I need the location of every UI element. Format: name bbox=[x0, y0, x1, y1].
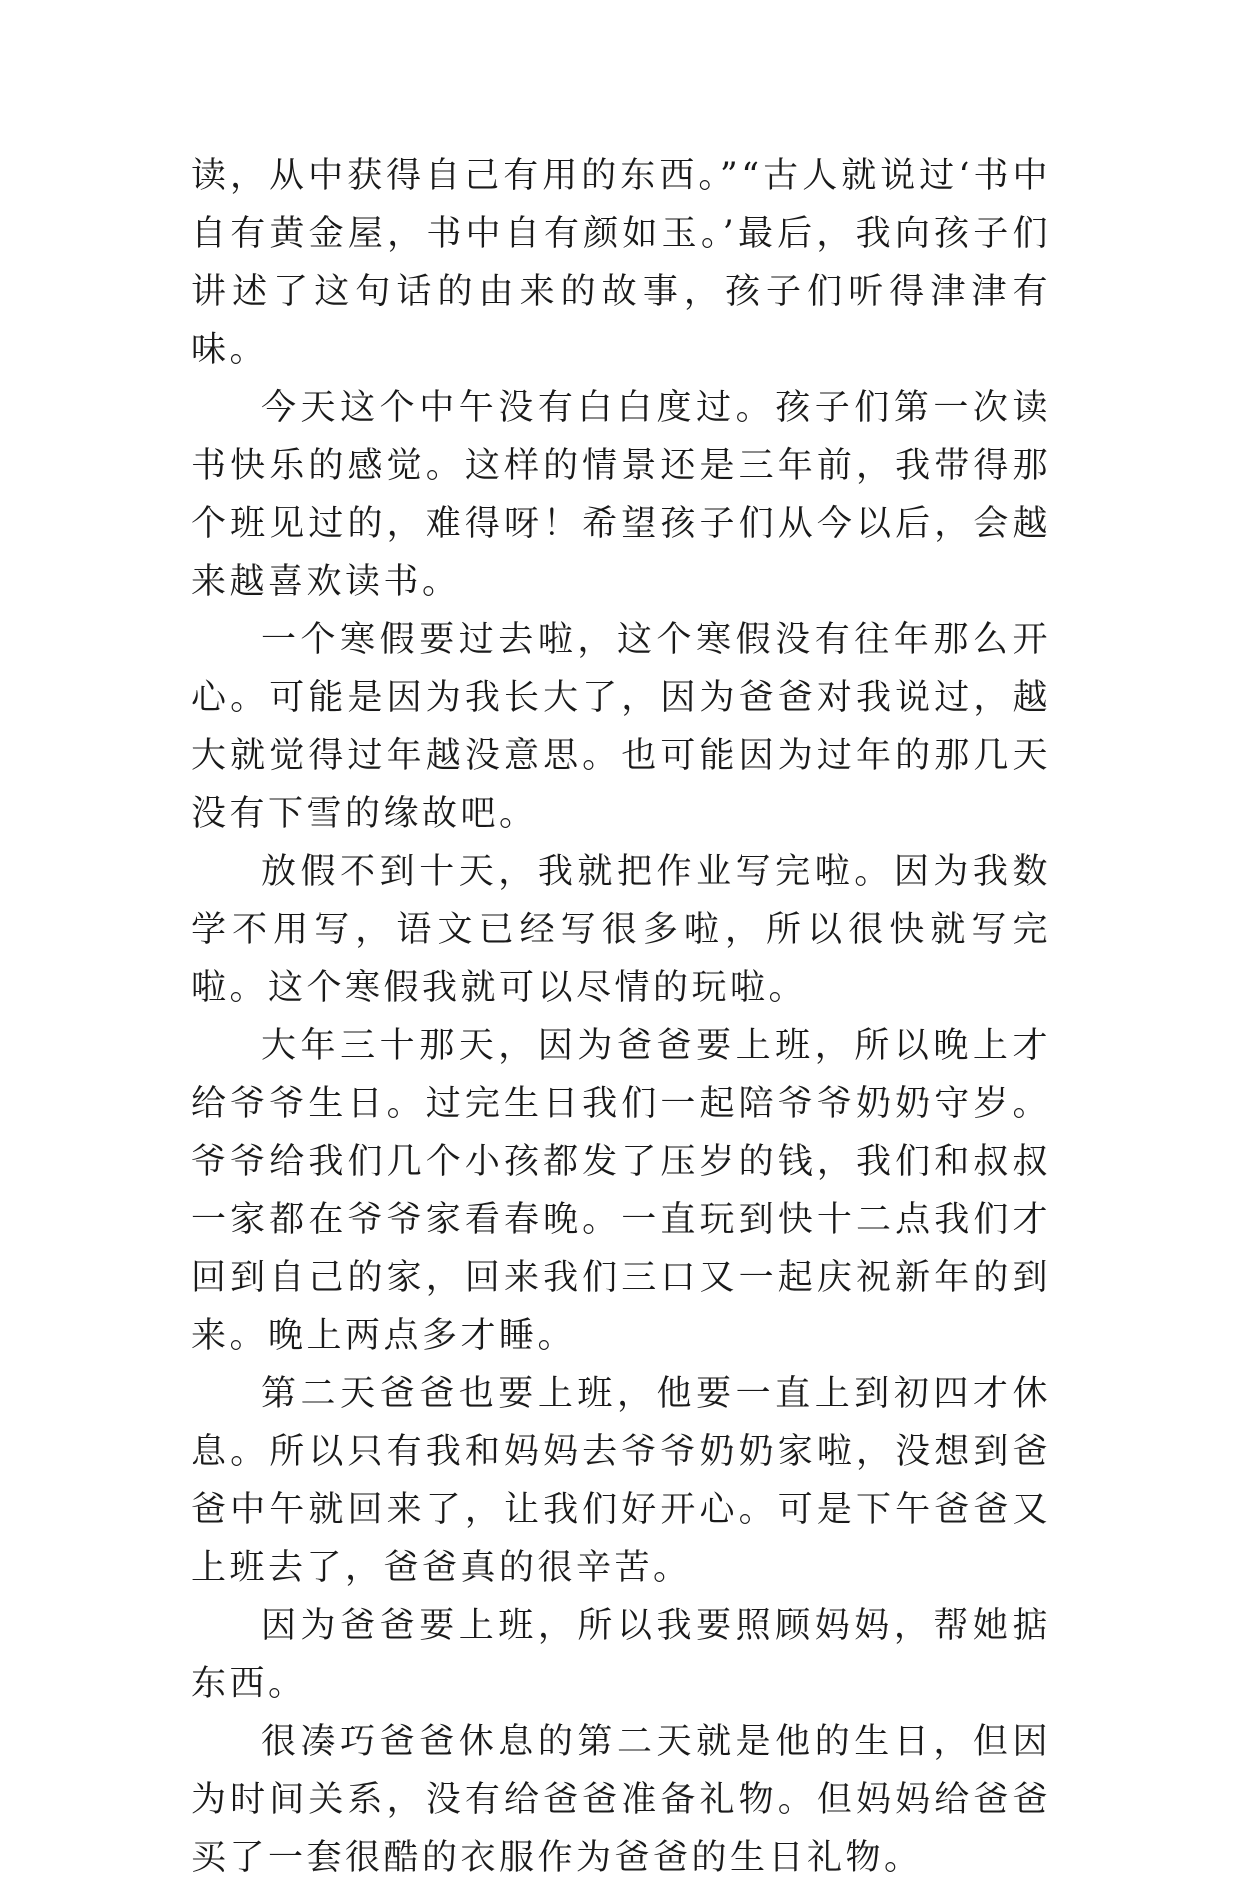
paragraph-5: 大年三十那天，因为爸爸要上班，所以晚上才给爷爷生日。过完生日我们一起陪爷爷奶奶守岁。爷爷给我们几个小孩都发了压岁的钱，我们和叔叔一家都在爷爷家看春晚。一直玩到快十二点我们才回到自己的家，回来我们三口又一起庆祝新年的到来。晚上两点多才睡。 bbox=[191, 1026, 1051, 1356]
paragraph-4: 放假不到十天，我就把作业写完啦。因为我数学不用写，语文已经写很多啦，所以很快就写完啦。这个寒假我就可以尽情的玩啦。 bbox=[191, 852, 1051, 1008]
paragraph-3: 一个寒假要过去啦，这个寒假没有往年那么开心。可能是因为我长大了，因为爸爸对我说过，越大就觉得过年越没意思。也可能因为过年的那几天没有下雪的缘故吧。 bbox=[191, 620, 1051, 834]
paragraph-8: 很凑巧爸爸休息的第二天就是他的生日，但因为时间关系，没有给爸爸准备礼物。但妈妈给爸爸买了一套很酷的衣服作为爸爸的生日礼物。 bbox=[191, 1722, 1051, 1878]
document-body bbox=[191, 147, 1051, 1887]
paragraph-6: 第二天爸爸也要上班，他要一直上到初四才休息。所以只有我和妈妈去爷爷奶奶家啦，没想到爸爸中午就回来了，让我们好开心。可是下午爸爸又上班去了，爸爸真的很辛苦。 bbox=[191, 1374, 1051, 1588]
paragraph-1: 读，从中获得自己有用的东西。”“古人就说过‘书中自有黄金屋，书中自有颜如玉。’最后，我向孩子们讲述了这句话的由来的故事，孩子们听得津津有味。 bbox=[191, 156, 1051, 370]
paragraph-7: 因为爸爸要上班，所以我要照顾妈妈，帮她掂东西。 bbox=[191, 1606, 1051, 1704]
paragraph-2: 今天这个中午没有白白度过。孩子们第一次读书快乐的感觉。这样的情景还是三年前，我带得那个班见过的，难得呀！希望孩子们从今以后，会越来越喜欢读书。 bbox=[191, 388, 1051, 602]
